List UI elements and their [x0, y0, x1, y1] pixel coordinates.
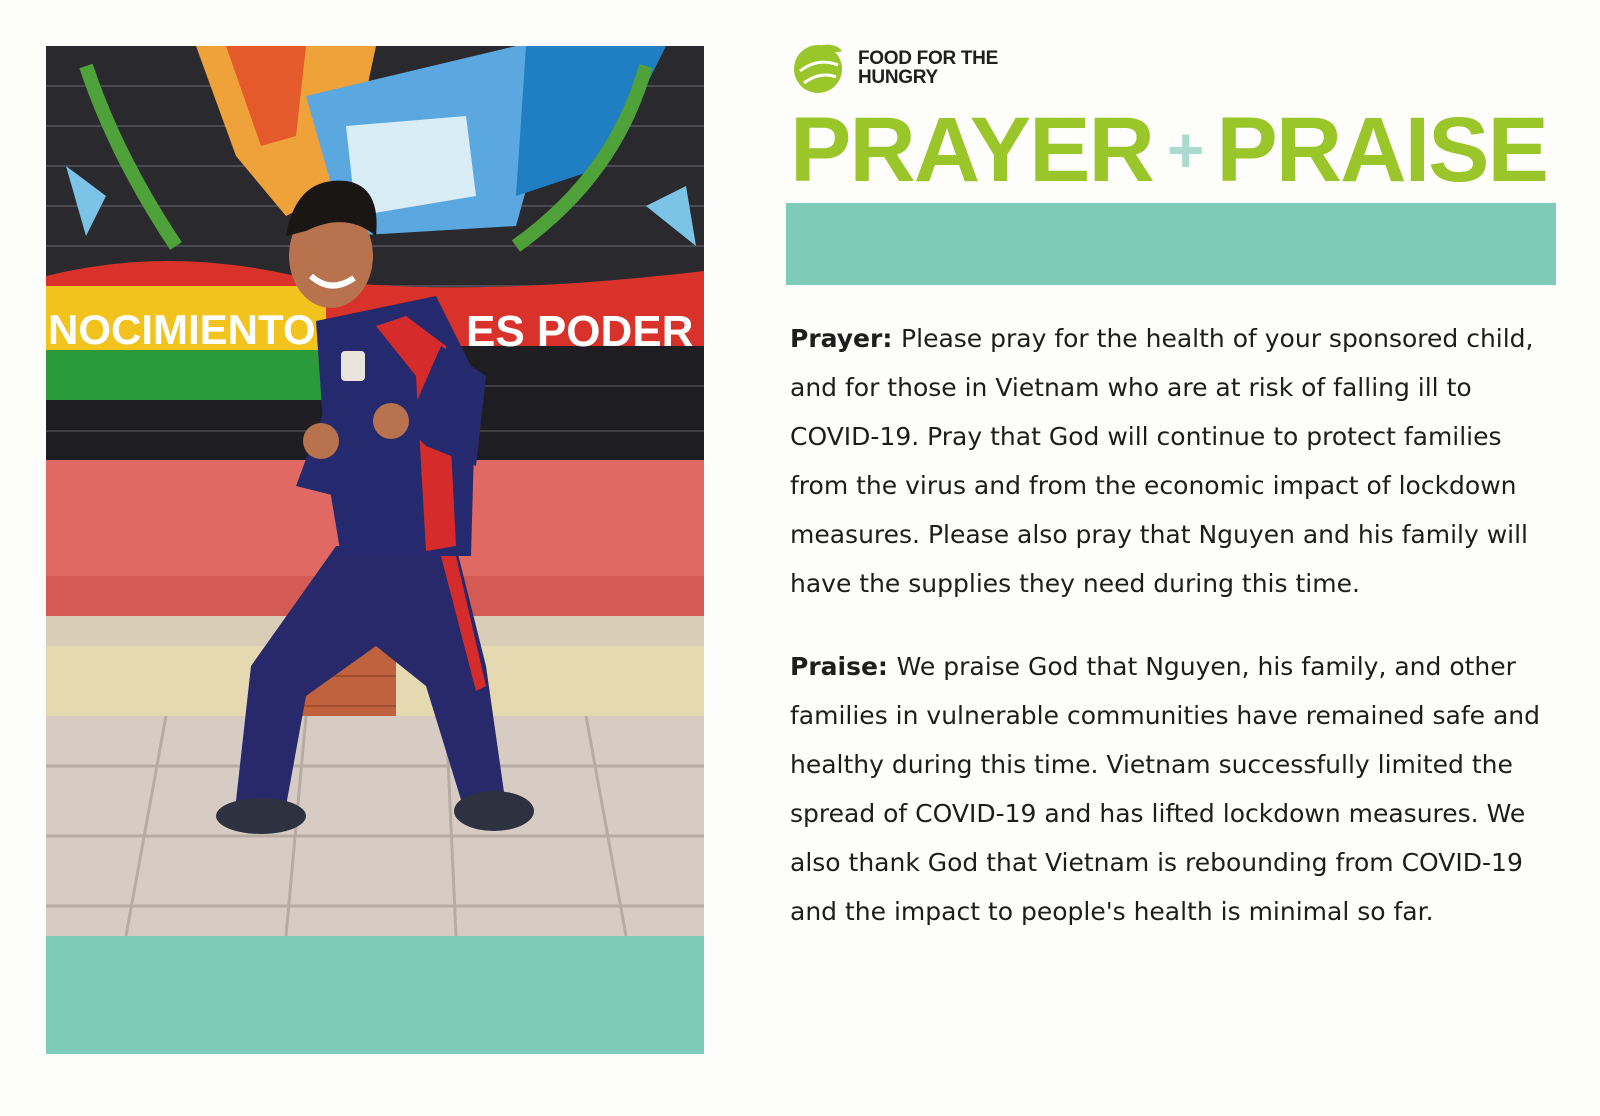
praise-paragraph [790, 642, 1560, 936]
prayer-label: Prayer: [790, 324, 902, 353]
mural-text-right: ES PODER [466, 307, 694, 356]
child-photo [46, 46, 704, 936]
praise-label: Praise: [790, 652, 897, 681]
logo-text: FOOD FOR THE HUNGRY [858, 48, 998, 88]
mural-text-left: NOCIMIENTO [48, 306, 316, 353]
body-copy [790, 314, 1560, 970]
ffth-logo [792, 40, 1018, 96]
header-accent-band [786, 203, 1556, 285]
headline-word-prayer: PRAYER [790, 99, 1153, 201]
prayer-text: Please pray for the health of your sponsored child, and for those in Vietnam who are at risk of falling ill to COVID-19. Pray that God will continue to protect families from the virus and from the economic impact of lockdown measures. Please also pray that Nguyen and his family will have the supplies they need during this time. [790, 324, 1534, 598]
headline [790, 99, 1556, 201]
praise-text: We praise God that Nguyen, his family, and other families in vulnerable communities have remained safe and healthy during this time. Vietnam successfully limited the spread of COVID-19 and has lifted lockdown measures. We also thank God that Vietnam is rebounding from COVID-19 and the impact to people's health is minimal so far. [790, 652, 1540, 926]
photo-accent-band [46, 936, 704, 1054]
photo-illustration [46, 46, 704, 936]
headline-word-praise: PRAISE [1216, 99, 1547, 201]
globe-leaf-icon [792, 41, 846, 95]
headline-plus: + [1166, 114, 1203, 186]
prayer-paragraph [790, 314, 1560, 608]
